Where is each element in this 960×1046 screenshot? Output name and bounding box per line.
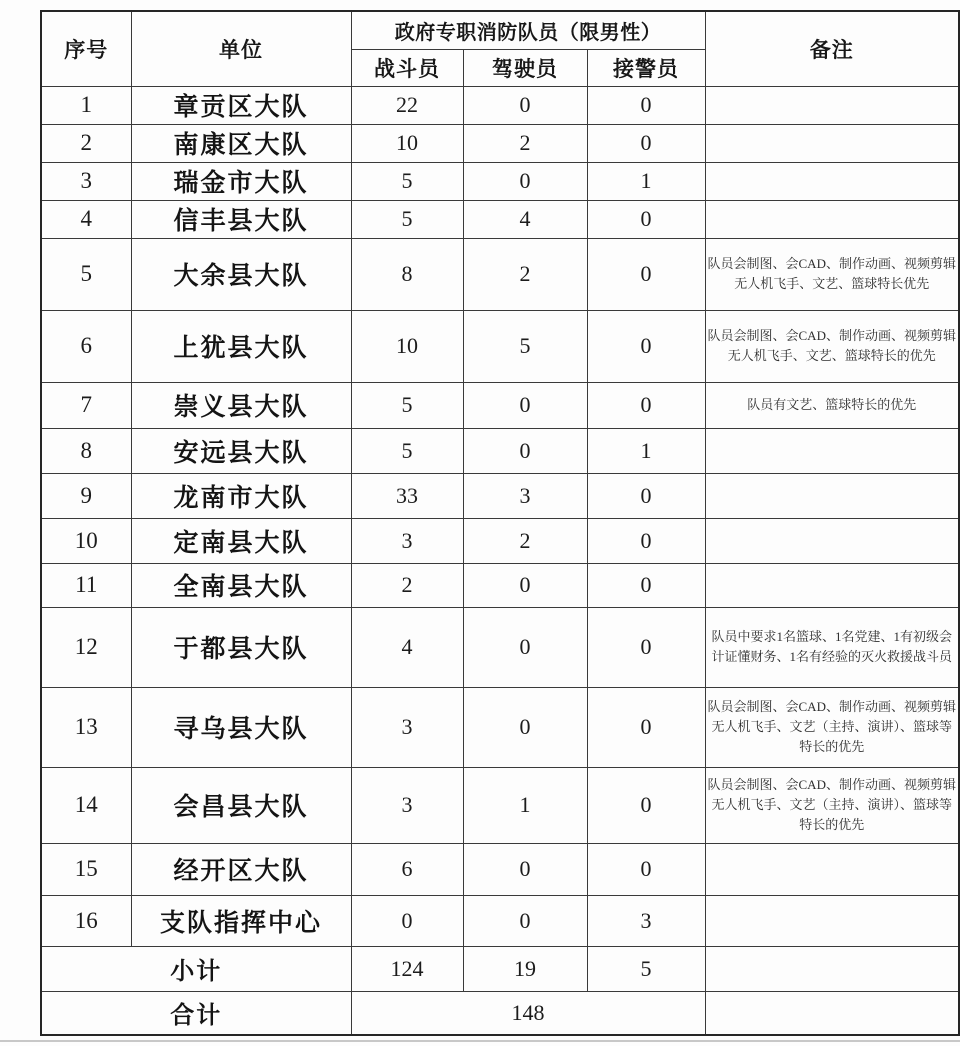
cell-dispatcher: 0 (587, 473, 705, 518)
cell-dispatcher: 0 (587, 563, 705, 607)
cell-fighter: 3 (351, 518, 463, 563)
cell-dispatcher: 0 (587, 382, 705, 428)
table-row (41, 124, 959, 162)
cell-remark (705, 428, 959, 473)
cell-driver: 2 (463, 518, 587, 563)
total-remark (705, 991, 959, 1035)
header-index: 序号 (41, 11, 131, 86)
cell-remark: 队员会制图、会CAD、制作动画、视频剪辑无人机飞手、文艺、篮球特长的优先 (705, 310, 959, 382)
cell-index: 8 (41, 428, 131, 473)
cell-fighter: 5 (351, 382, 463, 428)
cell-index: 15 (41, 843, 131, 895)
cell-driver: 0 (463, 86, 587, 124)
cell-dispatcher: 0 (587, 843, 705, 895)
cell-remark (705, 843, 959, 895)
cell-index: 3 (41, 162, 131, 200)
cell-dispatcher: 1 (587, 428, 705, 473)
cell-unit: 定南县大队 (131, 518, 351, 563)
cell-driver: 3 (463, 473, 587, 518)
total-combined: 148 (351, 991, 705, 1035)
quota-table (40, 10, 960, 1036)
cell-remark: 队员会制图、会CAD、制作动画、视频剪辑无人机飞手、文艺（主持、演讲）、篮球等特长的优先 (705, 767, 959, 843)
cell-index: 11 (41, 563, 131, 607)
cell-driver: 0 (463, 428, 587, 473)
cell-index: 7 (41, 382, 131, 428)
cell-unit: 龙南市大队 (131, 473, 351, 518)
cell-driver: 2 (463, 238, 587, 310)
cell-remark (705, 473, 959, 518)
table-row (41, 86, 959, 124)
total-row (41, 991, 959, 1035)
page-bottom-edge (0, 1040, 960, 1042)
subtotal-driver: 19 (463, 946, 587, 991)
cell-dispatcher: 0 (587, 518, 705, 563)
cell-remark: 队员有文艺、篮球特长的优先 (705, 382, 959, 428)
cell-remark (705, 895, 959, 946)
cell-driver: 0 (463, 895, 587, 946)
cell-remark: 队员会制图、会CAD、制作动画、视频剪辑无人机飞手、文艺（主持、演讲）、篮球等特长的优先 (705, 687, 959, 767)
cell-index: 9 (41, 473, 131, 518)
cell-index: 12 (41, 607, 131, 687)
header-driver: 驾驶员 (463, 49, 587, 86)
cell-remark (705, 86, 959, 124)
table-row (41, 310, 959, 382)
table-row (41, 200, 959, 238)
header-fighter: 战斗员 (351, 49, 463, 86)
cell-remark (705, 563, 959, 607)
table-row (41, 843, 959, 895)
cell-unit: 支队指挥中心 (131, 895, 351, 946)
cell-fighter: 3 (351, 687, 463, 767)
table-row (41, 607, 959, 687)
table-row (41, 767, 959, 843)
subtotal-fighter: 124 (351, 946, 463, 991)
table-row (41, 382, 959, 428)
cell-unit: 全南县大队 (131, 563, 351, 607)
header-unit: 单位 (131, 11, 351, 86)
table-row (41, 895, 959, 946)
cell-driver: 0 (463, 843, 587, 895)
cell-index: 10 (41, 518, 131, 563)
cell-unit: 章贡区大队 (131, 86, 351, 124)
total-label: 合计 (41, 991, 351, 1035)
cell-dispatcher: 0 (587, 687, 705, 767)
cell-driver: 0 (463, 162, 587, 200)
cell-fighter: 8 (351, 238, 463, 310)
cell-fighter: 10 (351, 124, 463, 162)
cell-unit: 会昌县大队 (131, 767, 351, 843)
cell-remark: 队员会制图、会CAD、制作动画、视频剪辑无人机飞手、文艺、篮球特长优先 (705, 238, 959, 310)
cell-dispatcher: 1 (587, 162, 705, 200)
cell-unit: 于都县大队 (131, 607, 351, 687)
subtotal-label: 小计 (41, 946, 351, 991)
cell-dispatcher: 0 (587, 767, 705, 843)
cell-dispatcher: 3 (587, 895, 705, 946)
table-row (41, 238, 959, 310)
cell-unit: 崇义县大队 (131, 382, 351, 428)
cell-index: 1 (41, 86, 131, 124)
cell-driver: 0 (463, 687, 587, 767)
cell-remark: 队员中要求1名篮球、1名党建、1有初级会计证懂财务、1名有经验的灭火救援战斗员 (705, 607, 959, 687)
table-row (41, 428, 959, 473)
cell-dispatcher: 0 (587, 607, 705, 687)
cell-index: 4 (41, 200, 131, 238)
cell-unit: 寻乌县大队 (131, 687, 351, 767)
table-row (41, 563, 959, 607)
cell-fighter: 5 (351, 162, 463, 200)
subtotal-dispatcher: 5 (587, 946, 705, 991)
cell-driver: 5 (463, 310, 587, 382)
cell-unit: 信丰县大队 (131, 200, 351, 238)
cell-fighter: 3 (351, 767, 463, 843)
cell-remark (705, 200, 959, 238)
subtotal-remark (705, 946, 959, 991)
table-row (41, 162, 959, 200)
cell-index: 14 (41, 767, 131, 843)
cell-unit: 经开区大队 (131, 843, 351, 895)
cell-fighter: 0 (351, 895, 463, 946)
cell-dispatcher: 0 (587, 86, 705, 124)
cell-driver: 1 (463, 767, 587, 843)
cell-dispatcher: 0 (587, 124, 705, 162)
table-row (41, 518, 959, 563)
cell-index: 16 (41, 895, 131, 946)
cell-index: 6 (41, 310, 131, 382)
cell-unit: 瑞金市大队 (131, 162, 351, 200)
cell-unit: 大余县大队 (131, 238, 351, 310)
cell-unit: 南康区大队 (131, 124, 351, 162)
header-remark: 备注 (705, 11, 959, 86)
cell-fighter: 4 (351, 607, 463, 687)
cell-fighter: 10 (351, 310, 463, 382)
cell-fighter: 22 (351, 86, 463, 124)
cell-driver: 0 (463, 382, 587, 428)
cell-dispatcher: 0 (587, 200, 705, 238)
cell-dispatcher: 0 (587, 310, 705, 382)
cell-driver: 4 (463, 200, 587, 238)
cell-fighter: 6 (351, 843, 463, 895)
cell-fighter: 2 (351, 563, 463, 607)
table-row (41, 473, 959, 518)
cell-remark (705, 162, 959, 200)
cell-index: 5 (41, 238, 131, 310)
header-row-top (41, 11, 959, 49)
cell-driver: 2 (463, 124, 587, 162)
cell-driver: 0 (463, 607, 587, 687)
cell-fighter: 5 (351, 200, 463, 238)
cell-remark (705, 518, 959, 563)
cell-unit: 安远县大队 (131, 428, 351, 473)
cell-remark (705, 124, 959, 162)
header-dispatcher: 接警员 (587, 49, 705, 86)
cell-unit: 上犹县大队 (131, 310, 351, 382)
cell-index: 2 (41, 124, 131, 162)
cell-dispatcher: 0 (587, 238, 705, 310)
table-row (41, 687, 959, 767)
cell-fighter: 5 (351, 428, 463, 473)
cell-index: 13 (41, 687, 131, 767)
cell-driver: 0 (463, 563, 587, 607)
cell-fighter: 33 (351, 473, 463, 518)
header-group: 政府专职消防队员（限男性） (351, 11, 705, 49)
subtotal-row (41, 946, 959, 991)
